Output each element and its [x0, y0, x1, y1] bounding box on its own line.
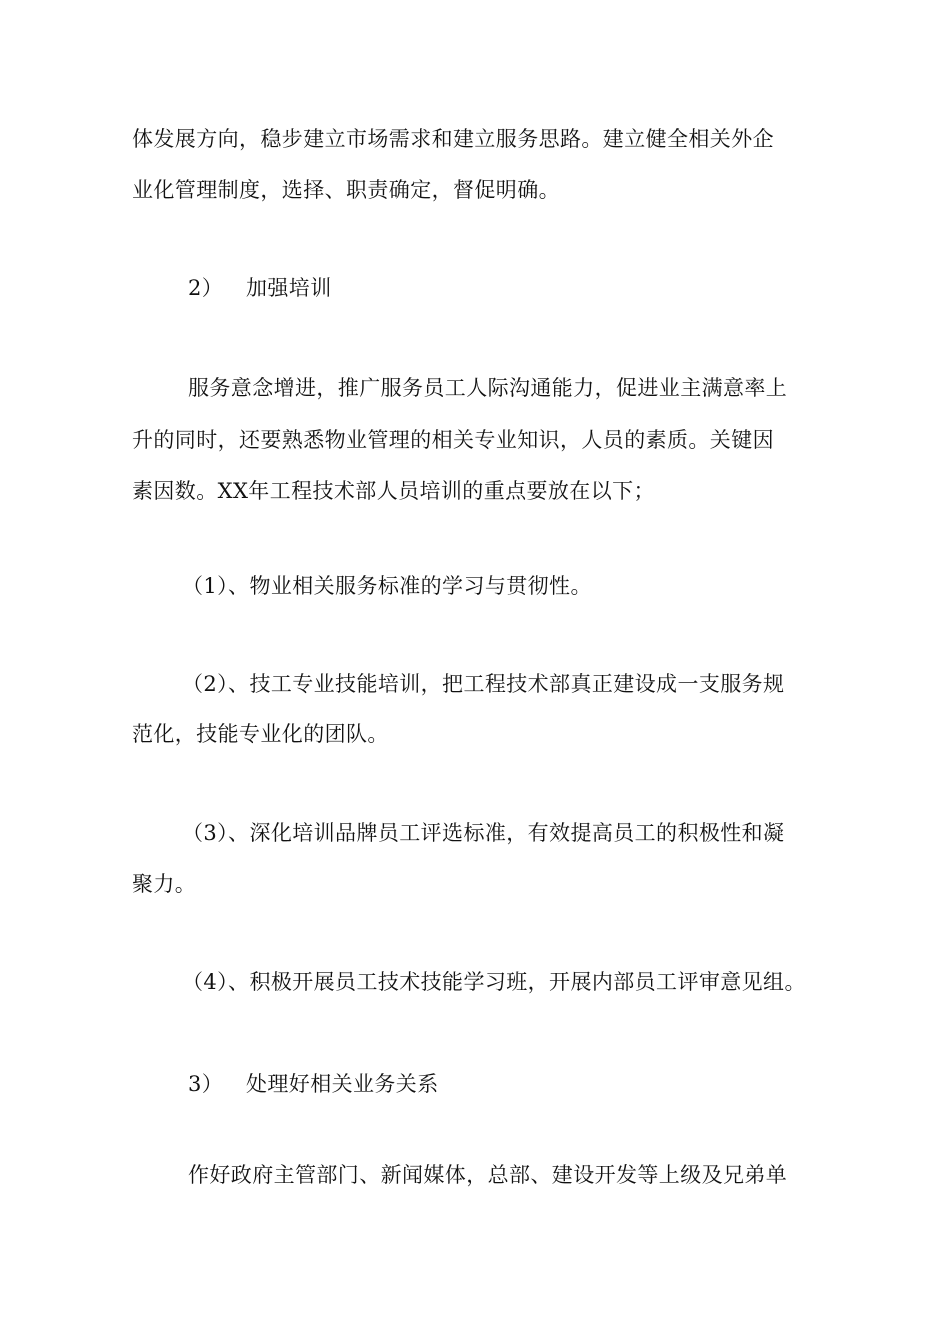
heading-title: 处理好相关业务关系 — [246, 1072, 439, 1096]
section-heading-3 — [188, 1069, 439, 1099]
paragraph-line: 体发展方向，稳步建立市场需求和建立服务思路。建立健全相关外企 — [132, 127, 774, 151]
heading-number: 2） — [188, 276, 224, 300]
list-item-1: （1）、物业相关服务标准的学习与贯彻性。 — [182, 574, 592, 598]
list-item-4: （4）、积极开展员工技术技能学习班，开展内部员工评审意见组。 — [182, 970, 806, 994]
paragraph-line: 服务意念增进，推广服务员工人际沟通能力，促进业主满意率上 — [188, 376, 788, 400]
heading-number: 3） — [188, 1072, 224, 1096]
paragraph-line: 升的同时，还要熟悉物业管理的相关专业知识，人员的素质。关键因 — [132, 428, 774, 452]
section-heading-2 — [188, 273, 332, 303]
heading-title: 加强培训 — [246, 276, 332, 300]
paragraph-line: 作好政府主管部门、新闻媒体，总部、建设开发等上级及兄弟单 — [188, 1163, 788, 1187]
list-item-2-continuation: 范化，技能专业化的团队。 — [132, 722, 389, 746]
list-item-2: （2）、技工专业技能培训，把工程技术部真正建设成一支服务规 — [182, 672, 785, 696]
paragraph-line: 业化管理制度，选择、职责确定，督促明确。 — [132, 178, 560, 202]
list-item-3: （3）、深化培训品牌员工评选标准，有效提高员工的积极性和凝 — [182, 821, 785, 845]
paragraph-line: 素因数。XX年工程技术部人员培训的重点要放在以下； — [132, 479, 655, 503]
list-item-3-continuation: 聚力。 — [132, 872, 197, 896]
